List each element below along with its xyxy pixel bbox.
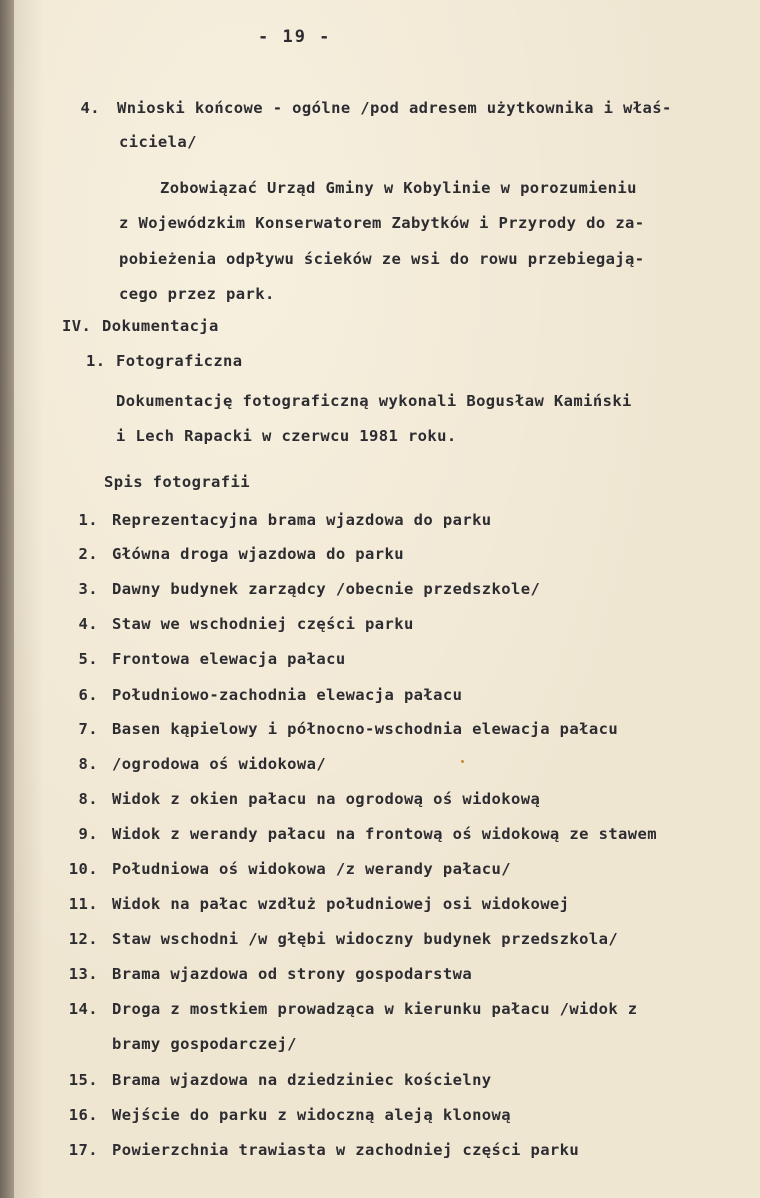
section-4-paragraph-line1: Zobowiązać Urząd Gminy w Kobylinie w porozumieniu [160, 179, 637, 197]
photo-item-number: 16. [68, 1106, 98, 1124]
section-IV-paragraph-line1: Dokumentację fotograficzną wykonali Bogusław Kamiński [116, 392, 632, 410]
photo-item-text: Widok na pałac wzdłuż południowej osi widokowej [112, 895, 570, 913]
photo-item-number: 11. [68, 895, 98, 913]
photo-list-title: Spis fotografii [104, 473, 250, 491]
section-4-paragraph-line4: cego przez park. [119, 285, 275, 303]
document-page [14, 0, 760, 1198]
photo-item-text: Droga z mostkiem prowadząca w kierunku pałacu /widok z [112, 1000, 638, 1018]
page-edge-shadow [0, 0, 14, 1198]
section-IV-number: IV. [62, 317, 92, 335]
photo-item-text: Reprezentacyjna brama wjazdowa do parku [112, 511, 492, 529]
section-IV-1-number: 1. [86, 352, 106, 370]
photo-item-number: 4. [78, 615, 98, 633]
photo-item-number: 10. [68, 860, 98, 878]
photo-item-number: 9. [78, 825, 98, 843]
photo-item-number: 6. [78, 686, 98, 704]
photo-item-text: Główna droga wjazdowa do parku [112, 545, 404, 563]
photo-item-number: 17. [68, 1141, 98, 1159]
photo-item-text: Brama wjazdowa na dziedziniec kościelny [112, 1071, 492, 1089]
photo-item-text: Staw we wschodniej części parku [112, 615, 414, 633]
section-IV-1-heading: Fotograficzna [116, 352, 243, 370]
photo-item-number: 14. [68, 1000, 98, 1018]
photo-item-number: 13. [68, 965, 98, 983]
photo-item-number: 5. [78, 650, 98, 668]
photo-item-number: 7. [78, 720, 98, 738]
section-4-number: 4. [80, 99, 100, 117]
photo-item-text: Staw wschodni /w głębi widoczny budynek przedszkola/ [112, 930, 619, 948]
photo-item-text: Widok z werandy pałacu na frontową oś widokową ze stawem [112, 825, 657, 843]
photo-item-number: 8. [78, 790, 98, 808]
photo-item-number: 12. [68, 930, 98, 948]
section-IV-paragraph-line2: i Lech Rapacki w czerwcu 1981 roku. [116, 427, 457, 445]
photo-item-text: /ogrodowa oś widokowa/ [112, 755, 327, 773]
section-4-heading-line2: ciciela/ [119, 133, 197, 151]
photo-item-text-continuation: bramy gospodarczej/ [112, 1035, 297, 1053]
photo-item-text: Południowa oś widokowa /z werandy pałacu/ [112, 860, 512, 878]
page-number: - 19 - [258, 27, 332, 47]
photo-item-text: Brama wjazdowa od strony gospodarstwa [112, 965, 473, 983]
section-4-paragraph-line2: z Wojewódzkim Konserwatorem Zabytków i Przyrody do za- [119, 214, 645, 232]
photo-item-number: 8. [78, 755, 98, 773]
section-IV-heading: Dokumentacja [102, 317, 219, 335]
photo-item-text: Basen kąpielowy i północno-wschodnia elewacja pałacu [112, 720, 619, 738]
photo-item-text: Frontowa elewacja pałacu [112, 650, 346, 668]
photo-item-number: 15. [68, 1071, 98, 1089]
photo-item-text: Wejście do parku z widoczną aleją klonową [112, 1106, 512, 1124]
photo-item-number: 1. [78, 511, 98, 529]
section-4-paragraph-line3: pobieżenia odpływu ścieków ze wsi do rowu przebiegają- [119, 250, 645, 268]
photo-item-number: 3. [78, 580, 98, 598]
photo-item-text: Widok z okien pałacu na ogrodową oś widokową [112, 790, 541, 808]
photo-item-number: 2. [78, 545, 98, 563]
photo-item-text: Dawny budynek zarządcy /obecnie przedszkole/ [112, 580, 541, 598]
ink-speck [461, 760, 464, 763]
photo-item-text: Południowo-zachodnia elewacja pałacu [112, 686, 463, 704]
photo-item-text: Powierzchnia trawiasta w zachodniej części parku [112, 1141, 580, 1159]
section-4-heading-line1: Wnioski końcowe - ogólne /pod adresem użytkownika i właś- [117, 99, 672, 117]
